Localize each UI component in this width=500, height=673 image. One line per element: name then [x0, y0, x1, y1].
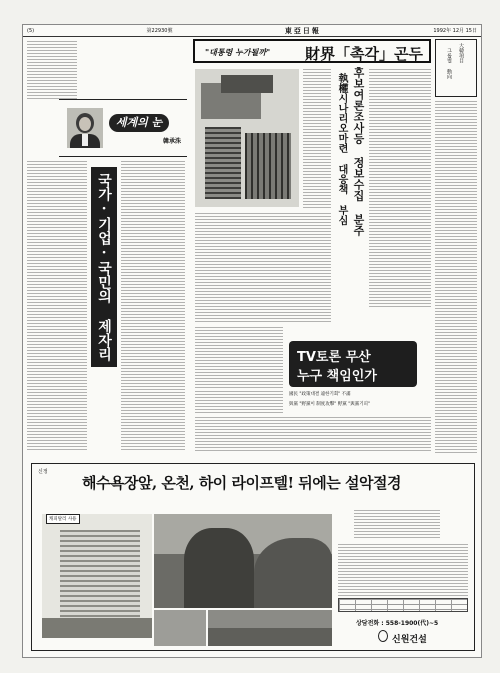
page-number: (5)	[27, 27, 35, 34]
left-column-text-2	[121, 161, 185, 451]
main-headline-box	[193, 39, 431, 63]
tv-caption-line1: 國民 "政策대결 遠한기회" 不滿	[289, 392, 351, 397]
tv-box-line2: 누구 책임인가	[297, 369, 377, 384]
ad-intro-text	[354, 510, 440, 538]
tv-article-text-left	[195, 327, 283, 389]
main-article-text-3	[369, 69, 431, 309]
side-article-head	[435, 39, 477, 97]
tv-caption-line2: 與黨 "野黨이 制度攻擊" 野黨 "與黨기피"	[289, 402, 371, 407]
column-title-box	[91, 167, 117, 367]
side-article-sub: 그룹별 動向	[446, 48, 452, 79]
left-column-text	[27, 161, 87, 451]
headline-deck-1: 후보여론조사등 정보수집 분주	[352, 67, 365, 236]
side-article-text	[435, 101, 477, 453]
tv-debate-box	[289, 341, 417, 387]
issue-date: 1992年 12月 15日	[433, 28, 477, 34]
column-author: 韓承洙	[162, 138, 181, 145]
ad-features-text	[338, 544, 468, 596]
headline-kicker: "대통령 누가될까"	[205, 48, 271, 57]
headline-deck-2: 執權시나리오마련 대응책 부심	[336, 73, 347, 225]
author-portrait	[67, 108, 103, 148]
ad-small-top: 신정	[38, 469, 48, 475]
tv-article-text-2	[195, 391, 283, 413]
left-column-text-top	[27, 41, 77, 101]
ad-beach-photo	[208, 610, 332, 646]
newspaper-page	[22, 24, 482, 658]
column-title: 국가·기업·국민의 제자리	[96, 173, 112, 361]
ad-phone: 상담전화 : 558-1900(代)~5	[356, 620, 439, 627]
tv-caption	[289, 391, 429, 413]
main-article-text	[195, 213, 331, 323]
paper-name: 東亞日報	[284, 26, 321, 35]
advertisement	[31, 463, 475, 651]
ad-hotspring-photo	[154, 610, 206, 646]
edition-number: 第22930號	[146, 28, 173, 34]
building-photo-collage	[195, 69, 299, 207]
ad-mountain-photo	[154, 514, 332, 608]
tv-box-line1: TV토론 무산	[297, 350, 371, 365]
tv-article-text	[195, 417, 431, 453]
ad-brand: 신원건설	[392, 635, 427, 645]
ad-headline: 해수욕장앞, 온천, 하이 라이프텔! 뒤에는 설악절경	[82, 474, 401, 492]
side-article-title: 大韓項目	[458, 43, 464, 63]
ad-building-label: 캐피탈리 사용	[46, 514, 80, 524]
brand-logo-icon	[378, 630, 388, 642]
ad-building-image	[42, 514, 152, 638]
ad-price-table	[338, 598, 468, 612]
column-badge: 세계의 눈	[109, 114, 169, 132]
main-article-text-2	[303, 69, 331, 209]
main-headline: 財界「촉각」곤두	[305, 45, 423, 63]
column-header	[59, 99, 187, 157]
masthead	[23, 25, 481, 37]
